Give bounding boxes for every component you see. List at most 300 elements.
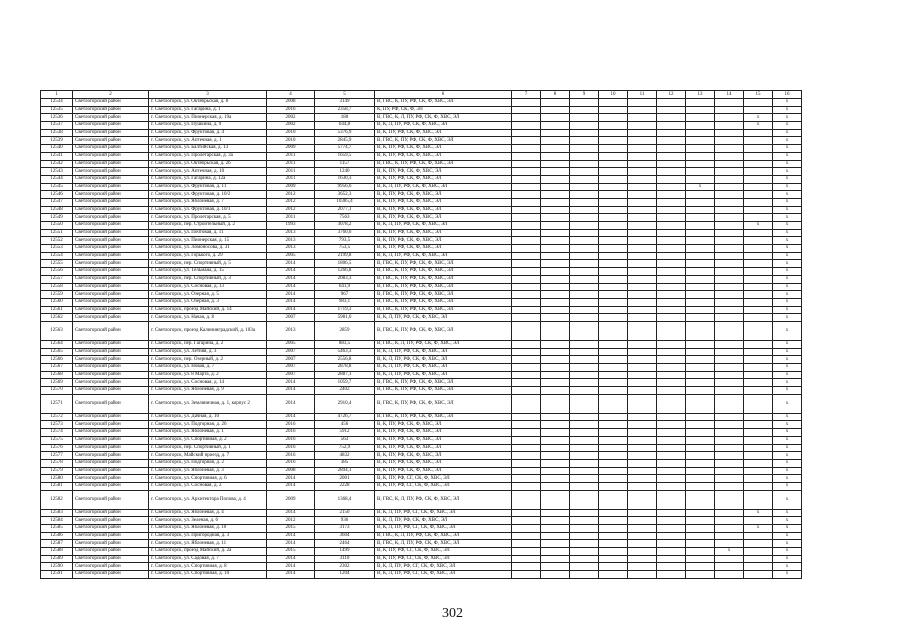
cell-col-13 xyxy=(686,379,715,387)
cell-col-9 xyxy=(570,348,599,356)
cell-col-13 xyxy=(686,348,715,356)
cell-area: 752,9 xyxy=(315,444,375,452)
cell-col-7 xyxy=(512,245,541,253)
cell-district: Светлогорский район xyxy=(73,283,149,291)
cell-col-11 xyxy=(628,436,657,444)
cell-district: Светлогорский район xyxy=(73,540,149,548)
header-cell: 1 xyxy=(41,91,73,99)
cell-col-10 xyxy=(599,122,628,130)
cell-col-15: x xyxy=(744,509,773,517)
cell-district: Светлогорский район xyxy=(73,348,149,356)
cell-year: 2008 xyxy=(267,467,315,475)
cell-col-16: x xyxy=(773,387,802,395)
cell-col-13 xyxy=(686,260,715,268)
cell-col-8 xyxy=(541,222,570,230)
cell-col-8 xyxy=(541,275,570,283)
cell-col-12 xyxy=(657,106,686,114)
cell-services: В, К, ПУ, РФ, СК, Ф, ХВС, ЭЛ xyxy=(375,145,512,153)
cell-row-number: 12542 xyxy=(41,160,73,168)
cell-services: В, ГВС, К, ПУ, РФ, СК, Ф, ХВС, ЭЛ xyxy=(375,137,512,145)
cell-year: 2013 xyxy=(267,245,315,253)
cell-year: 2014 xyxy=(267,532,315,540)
cell-col-13 xyxy=(686,252,715,260)
cell-col-13 xyxy=(686,555,715,563)
cell-col-13 xyxy=(686,291,715,299)
cell-district: Светлогорский район xyxy=(73,168,149,176)
cell-col-16: x xyxy=(773,394,802,413)
header-cell: 4 xyxy=(267,91,315,99)
cell-address: г. Светлогорск, ул. Октябрьская, д. 2б xyxy=(149,160,267,168)
cell-col-12 xyxy=(657,532,686,540)
cell-col-9 xyxy=(570,175,599,183)
cell-col-12 xyxy=(657,191,686,199)
cell-col-15 xyxy=(744,321,773,340)
table-row xyxy=(41,321,802,340)
cell-col-11 xyxy=(628,145,657,153)
cell-area: 2302 xyxy=(315,563,375,571)
cell-year: 2007 xyxy=(267,314,315,322)
cell-col-8 xyxy=(541,306,570,314)
cell-col-7 xyxy=(512,421,541,429)
cell-col-16: x xyxy=(773,421,802,429)
cell-year: 2012 xyxy=(267,517,315,525)
cell-year: 2016 xyxy=(267,106,315,114)
cell-col-8 xyxy=(541,356,570,364)
cell-address: г. Светлогорск, ул. Пионерская, д. 15 xyxy=(149,237,267,245)
cell-col-15 xyxy=(744,260,773,268)
cell-col-7 xyxy=(512,444,541,452)
cell-col-10 xyxy=(599,517,628,525)
cell-col-8 xyxy=(541,229,570,237)
cell-col-13 xyxy=(686,429,715,437)
cell-area: 1266,8 xyxy=(315,268,375,276)
table-row xyxy=(41,509,802,517)
cell-col-11 xyxy=(628,509,657,517)
cell-col-11 xyxy=(628,321,657,340)
cell-col-8 xyxy=(541,152,570,160)
cell-district: Светлогорский район xyxy=(73,340,149,348)
cell-col-10 xyxy=(599,260,628,268)
cell-col-8 xyxy=(541,540,570,548)
cell-col-7 xyxy=(512,379,541,387)
cell-col-8 xyxy=(541,371,570,379)
cell-col-15: x xyxy=(744,114,773,122)
cell-col-14 xyxy=(715,509,744,517)
cell-col-14 xyxy=(715,314,744,322)
cell-district: Светлогорский район xyxy=(73,482,149,490)
cell-col-9 xyxy=(570,540,599,548)
cell-year: 2014 xyxy=(267,275,315,283)
cell-col-12 xyxy=(657,245,686,253)
cell-year: 2007 xyxy=(267,371,315,379)
cell-district: Светлогорский район xyxy=(73,509,149,517)
cell-col-14 xyxy=(715,198,744,206)
cell-col-16: x xyxy=(773,452,802,460)
cell-col-14 xyxy=(715,387,744,395)
cell-col-15 xyxy=(744,314,773,322)
cell-district: Светлогорский район xyxy=(73,206,149,214)
cell-area: 456 xyxy=(315,421,375,429)
cell-col-13 xyxy=(686,444,715,452)
cell-district: Светлогорский район xyxy=(73,275,149,283)
cell-col-15 xyxy=(744,364,773,372)
cell-services: В, ГВС, К, ПУ, РФ, СК, Ф, ХВС, ЭЛ xyxy=(375,321,512,340)
cell-col-10 xyxy=(599,283,628,291)
cell-col-14 xyxy=(715,444,744,452)
cell-col-10 xyxy=(599,555,628,563)
cell-col-14 xyxy=(715,175,744,183)
cell-services: В, К, ПУ, РФ, СК, Ф, ХВС, ЭЛ xyxy=(375,214,512,222)
cell-col-7 xyxy=(512,371,541,379)
cell-services: В, ГВС, К, ПУ, РФ, СК, Ф, ХВС, ЭЛ xyxy=(375,298,512,306)
cell-services: В, ГВС, К, ПУ, РФ, СК, Ф, ХВС, ЭЛ xyxy=(375,283,512,291)
cell-col-14 xyxy=(715,160,744,168)
cell-col-9 xyxy=(570,222,599,230)
cell-address: г. Светлогорск, ул. 8 Марта, д. 2 xyxy=(149,371,267,379)
cell-col-13 xyxy=(686,548,715,556)
cell-col-15: x xyxy=(744,222,773,230)
cell-col-12 xyxy=(657,222,686,230)
cell-col-16: x xyxy=(773,356,802,364)
cell-year: 2015 xyxy=(267,548,315,556)
table-row xyxy=(41,436,802,444)
cell-col-15 xyxy=(744,106,773,114)
cell-col-15 xyxy=(744,340,773,348)
cell-district: Светлогорский район xyxy=(73,237,149,245)
cell-col-8 xyxy=(541,348,570,356)
cell-col-13 xyxy=(686,314,715,322)
cell-col-8 xyxy=(541,387,570,395)
cell-col-9 xyxy=(570,413,599,421)
cell-col-15 xyxy=(744,540,773,548)
cell-col-16: x xyxy=(773,114,802,122)
cell-col-9 xyxy=(570,291,599,299)
table-row xyxy=(41,340,802,348)
cell-col-12 xyxy=(657,429,686,437)
cell-col-13 xyxy=(686,364,715,372)
cell-col-16: x xyxy=(773,379,802,387)
cell-col-14 xyxy=(715,525,744,533)
cell-col-10 xyxy=(599,314,628,322)
cell-col-11 xyxy=(628,371,657,379)
cell-col-10 xyxy=(599,198,628,206)
cell-col-14 xyxy=(715,482,744,490)
cell-row-number: 12564 xyxy=(41,340,73,348)
cell-col-8 xyxy=(541,122,570,130)
cell-col-11 xyxy=(628,517,657,525)
cell-row-number: 12545 xyxy=(41,183,73,191)
cell-col-10 xyxy=(599,145,628,153)
cell-col-11 xyxy=(628,152,657,160)
cell-col-9 xyxy=(570,106,599,114)
cell-area: 793,5 xyxy=(315,237,375,245)
cell-col-16: x xyxy=(773,275,802,283)
cell-col-7 xyxy=(512,260,541,268)
cell-col-16: x xyxy=(773,571,802,579)
cell-district: Светлогорский район xyxy=(73,298,149,306)
cell-address: г. Светлогорск, ул. Начая, д. 8 xyxy=(149,314,267,322)
cell-col-15 xyxy=(744,379,773,387)
cell-col-7 xyxy=(512,532,541,540)
cell-col-11 xyxy=(628,283,657,291)
cell-col-7 xyxy=(512,540,541,548)
cell-col-14 xyxy=(715,394,744,413)
cell-col-15 xyxy=(744,137,773,145)
cell-row-number: 12562 xyxy=(41,314,73,322)
cell-col-9 xyxy=(570,379,599,387)
header-cell: 11 xyxy=(628,91,657,99)
cell-col-9 xyxy=(570,482,599,490)
cell-col-7 xyxy=(512,191,541,199)
cell-area: 967 xyxy=(315,291,375,299)
cell-year: 2010 xyxy=(267,129,315,137)
cell-col-12 xyxy=(657,413,686,421)
cell-col-12 xyxy=(657,436,686,444)
cell-year: 2011 xyxy=(267,168,315,176)
cell-address: г. Светлогорск, ул. Октябрьская, д. 8 xyxy=(149,99,267,107)
cell-col-12 xyxy=(657,555,686,563)
cell-col-16: x xyxy=(773,555,802,563)
cell-col-7 xyxy=(512,364,541,372)
table-row xyxy=(41,137,802,145)
cell-col-8 xyxy=(541,490,570,509)
cell-col-10 xyxy=(599,229,628,237)
cell-col-14 xyxy=(715,459,744,467)
cell-row-number: 12543 xyxy=(41,168,73,176)
cell-row-number: 12582 xyxy=(41,490,73,509)
cell-year: 2007 xyxy=(267,364,315,372)
cell-col-9 xyxy=(570,129,599,137)
cell-col-13 xyxy=(686,122,715,130)
cell-area: 3149 xyxy=(315,99,375,107)
cell-col-12 xyxy=(657,252,686,260)
cell-row-number: 12547 xyxy=(41,198,73,206)
cell-area: 385 xyxy=(315,459,375,467)
cell-col-8 xyxy=(541,291,570,299)
cell-col-11 xyxy=(628,252,657,260)
cell-col-15 xyxy=(744,175,773,183)
cell-col-10 xyxy=(599,152,628,160)
cell-address: г. Светлогорск, ул. Озерная, д. 3 xyxy=(149,298,267,306)
cell-col-12 xyxy=(657,314,686,322)
table-row xyxy=(41,540,802,548)
cell-col-9 xyxy=(570,517,599,525)
cell-area: 5912 xyxy=(315,429,375,437)
cell-col-12 xyxy=(657,356,686,364)
cell-col-15 xyxy=(744,563,773,571)
table-row xyxy=(41,222,802,230)
cell-col-12 xyxy=(657,467,686,475)
cell-row-number: 12567 xyxy=(41,364,73,372)
cell-col-10 xyxy=(599,252,628,260)
cell-col-16: x xyxy=(773,137,802,145)
cell-col-7 xyxy=(512,214,541,222)
cell-year: 2016 xyxy=(267,444,315,452)
cell-col-13 xyxy=(686,452,715,460)
cell-col-9 xyxy=(570,371,599,379)
cell-col-9 xyxy=(570,340,599,348)
cell-col-15 xyxy=(744,268,773,276)
cell-col-10 xyxy=(599,387,628,395)
cell-year: 2014 xyxy=(267,283,315,291)
cell-row-number: 12579 xyxy=(41,467,73,475)
cell-col-10 xyxy=(599,475,628,483)
cell-col-16: x xyxy=(773,106,802,114)
cell-services: В, К, ПУ, РФ, СК, Ф, ХВС, ЭЛ xyxy=(375,429,512,437)
cell-col-13 xyxy=(686,467,715,475)
header-cell: 16 xyxy=(773,91,802,99)
table-row xyxy=(41,548,802,556)
cell-col-14 xyxy=(715,475,744,483)
cell-col-10 xyxy=(599,160,628,168)
cell-col-10 xyxy=(599,467,628,475)
cell-col-9 xyxy=(570,229,599,237)
cell-col-14 xyxy=(715,122,744,130)
cell-col-15 xyxy=(744,348,773,356)
cell-address: г. Светлогорск, ул. Спортивная, д. 2 xyxy=(149,436,267,444)
cell-area: 4832 xyxy=(315,452,375,460)
cell-col-14 xyxy=(715,129,744,137)
table-row xyxy=(41,198,802,206)
cell-area: 10385,4 xyxy=(315,198,375,206)
cell-col-9 xyxy=(570,314,599,322)
cell-col-8 xyxy=(541,436,570,444)
cell-col-14 xyxy=(715,191,744,199)
cell-col-14 xyxy=(715,114,744,122)
cell-col-13 xyxy=(686,340,715,348)
table-row xyxy=(41,429,802,437)
cell-col-12 xyxy=(657,525,686,533)
cell-col-7 xyxy=(512,517,541,525)
cell-col-7 xyxy=(512,482,541,490)
cell-area: 936 xyxy=(315,517,375,525)
cell-district: Светлогорский район xyxy=(73,475,149,483)
cell-area: 1806,5 xyxy=(315,260,375,268)
cell-col-12 xyxy=(657,563,686,571)
cell-col-16: x xyxy=(773,490,802,509)
header-row xyxy=(41,91,802,99)
cell-col-11 xyxy=(628,99,657,107)
cell-district: Светлогорский район xyxy=(73,291,149,299)
cell-district: Светлогорский район xyxy=(73,183,149,191)
cell-col-13 xyxy=(686,275,715,283)
header-cell: 10 xyxy=(599,91,628,99)
cell-col-7 xyxy=(512,467,541,475)
cell-col-7 xyxy=(512,490,541,509)
cell-col-11 xyxy=(628,206,657,214)
cell-address: г. Светлогорск, ул. Пушкина, д. 9 xyxy=(149,122,267,130)
cell-col-16: x xyxy=(773,298,802,306)
cell-services: В, К, Л, ПУ, РФ, СК, Ф, ХВС, ЭЛ xyxy=(375,252,512,260)
cell-row-number: 12575 xyxy=(41,436,73,444)
cell-year: 2014 xyxy=(267,387,315,395)
cell-col-14 xyxy=(715,275,744,283)
cell-col-10 xyxy=(599,129,628,137)
cell-col-10 xyxy=(599,444,628,452)
cell-col-9 xyxy=(570,509,599,517)
cell-col-9 xyxy=(570,145,599,153)
cell-address: г. Светлогорск, ул. Сосновая, д. 2 xyxy=(149,482,267,490)
cell-address: г. Светлогорск, ул. Спортивная, д. 8 xyxy=(149,563,267,571)
cell-address: г. Светлогорск, ул. Яблоневая, д. 9 xyxy=(149,387,267,395)
cell-col-8 xyxy=(541,314,570,322)
cell-district: Светлогорский район xyxy=(73,371,149,379)
cell-col-10 xyxy=(599,371,628,379)
cell-row-number: 12548 xyxy=(41,206,73,214)
cell-area: 2199,8 xyxy=(315,252,375,260)
cell-services: В, К, ПУ, РФ, СК, Ф, ХВС, ЭЛ xyxy=(375,175,512,183)
cell-col-16: x xyxy=(773,525,802,533)
cell-col-10 xyxy=(599,191,628,199)
cell-col-9 xyxy=(570,99,599,107)
header-cell: 13 xyxy=(686,91,715,99)
cell-year: 2014 xyxy=(267,260,315,268)
cell-area: 3173 xyxy=(315,525,375,533)
cell-district: Светлогорский район xyxy=(73,137,149,145)
cell-area: 644,8 xyxy=(315,122,375,130)
cell-col-13: x xyxy=(686,183,715,191)
table-row xyxy=(41,152,802,160)
cell-col-7 xyxy=(512,509,541,517)
cell-col-9 xyxy=(570,306,599,314)
cell-col-7 xyxy=(512,429,541,437)
cell-district: Светлогорский район xyxy=(73,99,149,107)
cell-services: В, ГВС, К, ПУ, РФ, СК, Ф, ХВС, ЭЛ xyxy=(375,413,512,421)
cell-col-10 xyxy=(599,394,628,413)
cell-district: Светлогорский район xyxy=(73,490,149,509)
cell-col-14 xyxy=(715,555,744,563)
cell-area: 2894,1 xyxy=(315,467,375,475)
cell-row-number: 12554 xyxy=(41,252,73,260)
cell-area: 180 xyxy=(315,114,375,122)
cell-district: Светлогорский район xyxy=(73,379,149,387)
cell-col-11 xyxy=(628,175,657,183)
cell-col-12 xyxy=(657,275,686,283)
cell-col-15 xyxy=(744,152,773,160)
cell-col-7 xyxy=(512,314,541,322)
cell-year: 2014 xyxy=(267,379,315,387)
cell-year: 2002 xyxy=(267,114,315,122)
cell-col-16: x xyxy=(773,260,802,268)
cell-col-11 xyxy=(628,429,657,437)
cell-area: 2887,1 xyxy=(315,371,375,379)
cell-district: Светлогорский район xyxy=(73,517,149,525)
cell-col-7 xyxy=(512,555,541,563)
cell-col-12 xyxy=(657,379,686,387)
cell-year: 2011 xyxy=(267,175,315,183)
cell-col-8 xyxy=(541,106,570,114)
cell-col-14 xyxy=(715,298,744,306)
cell-col-16: x xyxy=(773,475,802,483)
cell-row-number: 12587 xyxy=(41,540,73,548)
table-row xyxy=(41,283,802,291)
cell-col-14 xyxy=(715,490,744,509)
cell-col-7 xyxy=(512,145,541,153)
header-cell: 14 xyxy=(715,91,744,99)
table-row xyxy=(41,129,802,137)
cell-col-11 xyxy=(628,379,657,387)
cell-row-number: 12591 xyxy=(41,571,73,579)
cell-row-number: 12581 xyxy=(41,482,73,490)
table-row xyxy=(41,122,802,130)
cell-row-number: 12588 xyxy=(41,548,73,556)
cell-row-number: 12536 xyxy=(41,114,73,122)
cell-area: 883,5 xyxy=(315,340,375,348)
cell-col-11 xyxy=(628,137,657,145)
cell-col-15 xyxy=(744,387,773,395)
cell-year: 2016 xyxy=(267,429,315,437)
cell-col-16: x xyxy=(773,436,802,444)
